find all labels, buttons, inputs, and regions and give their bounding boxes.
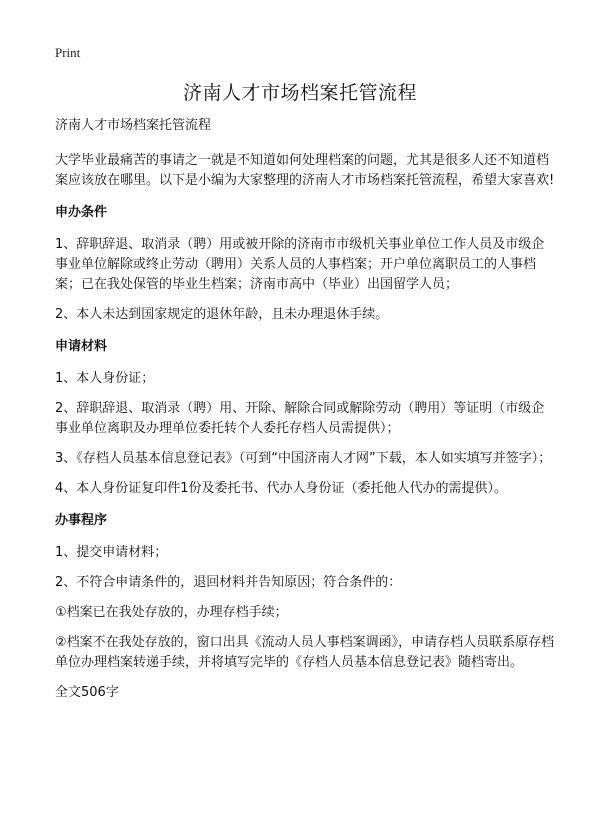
word-count: 全文506字: [55, 685, 119, 700]
material-item: 4、本人身份证复印件1份及委托书、代办人身份证（委托他人代办的需提供）。: [55, 481, 508, 496]
procedure-item: ②档案不在我处存放的，窗口出具《流动人员人事档案调函》，申请存档人员联系原存档单位办理档案转递手续，并将填写完毕的《存档人员基本信息登记表》随档寄出。: [55, 635, 555, 670]
article-subtitle: 济南人才市场档案托管流程: [55, 118, 212, 133]
page-title: 济南人才市场档案托管流程: [182, 82, 417, 104]
section-heading-conditions: 申办条件: [55, 205, 108, 220]
condition-item: 1、辞职辞退、取消录（聘）用或被开除的济南市市级机关事业单位工作人员及市级企事业单位解除或终止劳动（聘用）关系人员的人事档案；开户单位离职员工的人事档案；已在我处保管的毕业生档案；济南市高中（毕业）出国留学人员；: [55, 237, 545, 292]
procedure-item: 2、不符合申请条件的，退回材料并告知原因；符合条件的：: [55, 575, 402, 590]
material-item: 1、本人身份证；: [55, 371, 155, 386]
intro-paragraph: 大学毕业最痛苦的事请之一就是不知道如何处理档案的问题，尤其是很多人还不知道档案应该放在哪里。以下是小编为大家整理的济南人才市场档案托管流程，希望大家喜欢!: [55, 153, 555, 188]
procedure-item: 1、提交申请材料；: [55, 545, 168, 560]
procedure-item: ①档案已在我处存放的，办理存档手续；: [55, 605, 288, 620]
section-heading-materials: 申请材料: [55, 339, 108, 354]
material-item: 3、《存档人员基本信息登记表》（可到“中国济南人才网”下载，本人如实填写并签字）；: [55, 451, 552, 466]
print-label: Print: [55, 45, 81, 60]
material-item: 2、辞职辞退、取消录（聘）用、开除、解除合同或解除劳动（聘用）等证明（市级企事业单位离职及办理单位委托转个人委托存档人员需提供）；: [55, 401, 545, 436]
article-body: [55, 116, 555, 703]
condition-item: 2、本人未达到国家规定的退休年龄，且未办理退休手续。: [55, 307, 389, 322]
section-heading-procedure: 办事程序: [55, 513, 108, 528]
